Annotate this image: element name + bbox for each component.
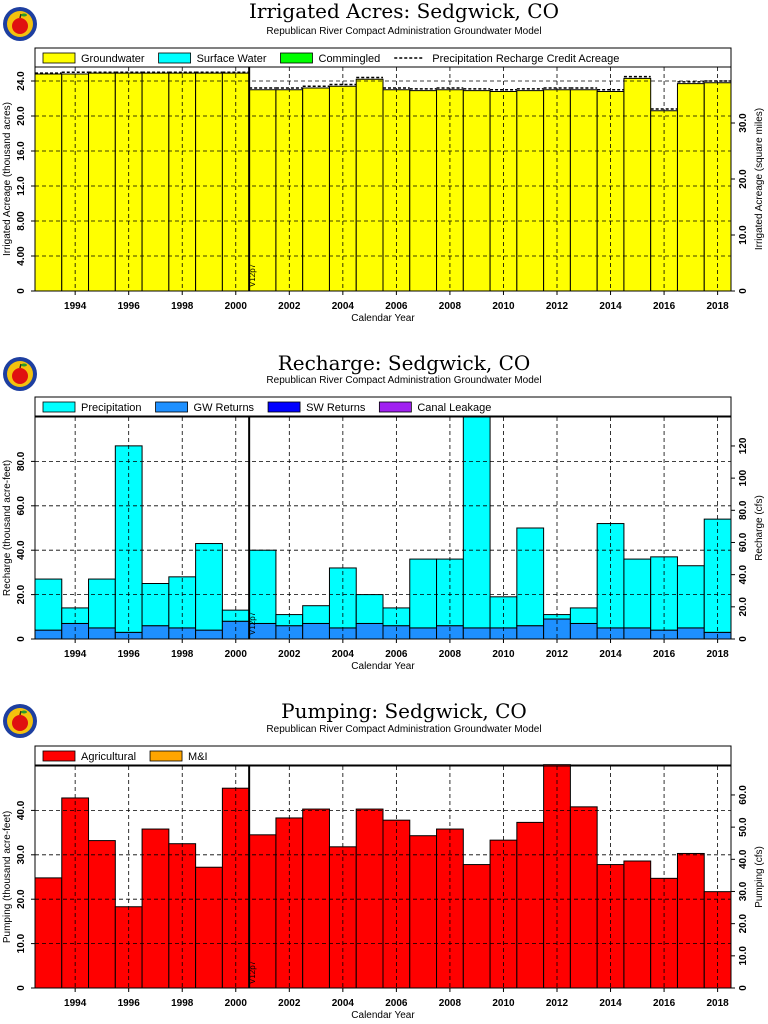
chart-subtitle: Republican River Compact Administration Groundwater Model (266, 26, 542, 37)
y2-tick-label: 60.0 (738, 532, 749, 553)
legend-label: GW Returns (193, 402, 255, 414)
x-axis-label: Calendar Year (351, 1010, 415, 1021)
bar-agricultural (570, 807, 597, 988)
bar-precipitation (35, 579, 62, 630)
y-tick-label: 12.0 (16, 176, 27, 196)
x-tick-label: 2014 (599, 301, 622, 312)
y-tick-label: 30.0 (16, 845, 27, 865)
chart-title: Irrigated Acres: Sedgwick, CO (249, 0, 559, 23)
bar-precipitation (142, 584, 169, 626)
x-tick-label: 2004 (331, 998, 354, 1009)
x-tick-label: 2002 (278, 301, 301, 312)
y2-axis-label: Recharge (cfs) (754, 495, 765, 561)
bar-groundwater (463, 91, 490, 291)
y2-tick-label: 30.0 (738, 881, 749, 902)
model-marker-label: V12p7 (248, 263, 258, 287)
apple-logo-icon (3, 7, 37, 41)
bar-precipitation (89, 579, 116, 628)
x-tick-label: 2010 (492, 301, 515, 312)
y2-tick-label: 30.0 (738, 113, 749, 133)
bar-gw-returns (624, 628, 651, 639)
y-tick-label: 0 (16, 985, 27, 991)
chart-title: Recharge: Sedgwick, CO (277, 351, 531, 375)
legend-swatch (150, 751, 182, 761)
bar-groundwater (597, 92, 624, 292)
bar-precipitation (570, 608, 597, 624)
x-tick-label: 2012 (545, 301, 569, 312)
y-axis-label: Recharge (thousand acre-feet) (2, 459, 13, 597)
y2-tick-label: 50.0 (738, 817, 749, 837)
bar-agricultural (35, 878, 62, 988)
x-tick-label: 1998 (171, 998, 194, 1009)
bar-groundwater (89, 73, 116, 291)
bar-precipitation (624, 559, 651, 628)
x-tick-label: 2004 (331, 301, 354, 312)
bar-gw-returns (89, 628, 116, 639)
x-tick-label: 2008 (438, 301, 462, 312)
chart-subtitle: Republican River Compact Administration Groundwater Model (266, 724, 542, 735)
logo-stem (20, 364, 21, 368)
bar-gw-returns (303, 623, 330, 639)
bar-agricultural (303, 809, 330, 988)
logo-apple (12, 368, 28, 384)
bar-groundwater (677, 84, 704, 291)
apple-logo-icon (3, 704, 37, 738)
bar-agricultural (517, 822, 544, 988)
bar-gw-returns (517, 626, 544, 639)
legend-swatch (156, 402, 188, 412)
y2-tick-label: 40.0 (738, 849, 749, 870)
bar-precipitation (329, 568, 356, 628)
legend-box (35, 746, 731, 765)
x-tick-label: 2018 (706, 301, 729, 312)
logo-leaf (21, 364, 27, 367)
bar-groundwater (142, 73, 169, 291)
bar-precipitation (517, 528, 544, 626)
bar-groundwater (303, 88, 330, 291)
bar-gw-returns (196, 630, 223, 639)
x-tick-label: 2006 (385, 998, 408, 1009)
legend-label: SW Returns (306, 402, 366, 414)
y-tick-label: 8.00 (16, 211, 27, 231)
bar-agricultural (624, 861, 651, 988)
y-tick-label: 40.0 (16, 800, 27, 821)
logo-leaf (21, 711, 27, 714)
y-tick-label: 20.0 (16, 584, 27, 605)
x-tick-label: 2014 (599, 998, 622, 1009)
bar-gw-returns (410, 628, 437, 639)
legend-label: Commingled (318, 53, 381, 65)
y2-tick-label: 100 (738, 469, 749, 487)
y2-tick-label: 0 (738, 636, 749, 642)
x-tick-label: 2004 (331, 649, 354, 660)
bar-precipitation (196, 544, 223, 631)
legend-swatch (43, 751, 75, 761)
x-tick-label: 2012 (545, 649, 569, 660)
model-marker-label: V12p7 (248, 611, 258, 635)
bar-groundwater (356, 79, 383, 291)
bar-agricultural (115, 907, 142, 988)
bar-groundwater (570, 90, 597, 291)
legend-swatch (268, 402, 300, 412)
bar-agricultural (410, 836, 437, 988)
y-tick-label: 16.0 (16, 141, 27, 161)
logo-leaf (21, 14, 27, 17)
bar-groundwater (249, 90, 276, 291)
x-tick-label: 1994 (64, 649, 87, 660)
y-tick-label: 24.0 (16, 71, 27, 91)
bar-groundwater (196, 73, 223, 291)
y2-axis-label: Irrigated Acreage (square miles) (754, 107, 765, 251)
model-marker-label: V12p7 (248, 960, 258, 984)
x-axis-label: Calendar Year (351, 661, 415, 672)
chart-subtitle: Republican River Compact Administration Groundwater Model (266, 375, 542, 386)
x-tick-label: 1996 (117, 998, 140, 1009)
y2-tick-label: 60.0 (738, 785, 749, 805)
bar-groundwater (624, 78, 651, 291)
x-tick-label: 2010 (492, 998, 515, 1009)
bar-groundwater (517, 91, 544, 291)
bar-gw-returns (356, 623, 383, 639)
y2-tick-label: 10.0 (738, 225, 749, 245)
x-axis-label: Calendar Year (351, 313, 415, 324)
bar-gw-returns (463, 628, 490, 639)
logo-stem (20, 711, 21, 715)
legend-label: Agricultural (81, 751, 137, 763)
bar-precipitation (303, 606, 330, 624)
x-tick-label: 2010 (492, 649, 515, 660)
legend-swatch (379, 402, 411, 412)
y2-tick-label: 80.0 (738, 500, 749, 521)
bar-gw-returns (142, 626, 169, 639)
legend-label: Canal Leakage (417, 402, 492, 414)
chart-panel-2 (2, 351, 765, 672)
x-tick-label: 2006 (385, 649, 408, 660)
x-tick-label: 2012 (545, 998, 569, 1009)
logo-apple (12, 715, 28, 731)
y2-tick-label: 20.0 (738, 913, 749, 934)
x-tick-label: 2002 (278, 649, 301, 660)
y2-tick-label: 20.0 (738, 169, 749, 189)
bar-groundwater (490, 92, 517, 292)
x-tick-label: 1996 (117, 301, 140, 312)
y2-tick-label: 20.0 (738, 597, 749, 617)
apple-logo-icon (3, 357, 37, 391)
bar-agricultural (142, 829, 169, 988)
y-tick-label: 0 (16, 636, 27, 642)
y-tick-label: 80.0 (16, 451, 27, 472)
x-tick-label: 2018 (706, 998, 729, 1009)
x-tick-label: 1996 (117, 649, 140, 660)
chart-title: Pumping: Sedgwick, CO (281, 699, 527, 723)
y2-axis-label: Pumping (cfs) (754, 846, 765, 908)
x-tick-label: 2018 (706, 649, 729, 660)
y-tick-label: 40.0 (16, 540, 27, 560)
x-tick-label: 1994 (64, 301, 87, 312)
y-axis-label: Pumping (thousand acre-feet) (2, 810, 13, 944)
bar-groundwater (410, 91, 437, 291)
y-tick-label: 20.0 (16, 889, 27, 909)
legend-swatch (43, 402, 75, 412)
y2-tick-label: 0 (738, 288, 749, 294)
bar-agricultural (463, 865, 490, 988)
bar-gw-returns (677, 628, 704, 639)
legend-label: Precipitation Recharge Credit Acreage (432, 53, 620, 65)
bar-precipitation (463, 417, 490, 628)
y-tick-label: 10.0 (16, 933, 27, 954)
y2-tick-label: 40.0 (738, 564, 749, 585)
x-tick-label: 2016 (652, 649, 676, 660)
bar-gw-returns (35, 630, 62, 639)
bar-precipitation (356, 595, 383, 624)
x-tick-label: 2000 (224, 301, 247, 312)
bar-agricultural (89, 841, 116, 988)
x-tick-label: 2000 (224, 998, 247, 1009)
logo-stem (20, 14, 21, 18)
x-tick-label: 2008 (438, 649, 462, 660)
y-tick-label: 0 (16, 288, 27, 294)
x-tick-label: 2016 (652, 301, 676, 312)
legend-swatch (43, 53, 75, 63)
y-tick-label: 20.0 (16, 106, 27, 126)
chart-panel-1 (2, 0, 765, 324)
bar-agricultural (677, 853, 704, 988)
bar-agricultural (544, 765, 571, 988)
x-tick-label: 2016 (652, 998, 676, 1009)
x-tick-label: 1994 (64, 998, 87, 1009)
legend-swatch (281, 53, 313, 63)
y-axis-label: Irrigated Acreage (thousand acres) (2, 102, 13, 256)
x-tick-label: 2006 (385, 301, 408, 312)
y2-tick-label: 0 (738, 985, 749, 991)
bar-agricultural (196, 867, 223, 988)
legend-label: Precipitation (81, 402, 142, 414)
y2-tick-label: 120 (738, 437, 749, 455)
bar-gw-returns (570, 623, 597, 639)
y-tick-label: 60.0 (16, 496, 27, 516)
legend-label: Surface Water (196, 53, 267, 65)
legend-label: Groundwater (81, 53, 145, 65)
x-tick-label: 2008 (438, 998, 462, 1009)
chart-panel-3 (2, 699, 765, 1021)
bar-precipitation (677, 566, 704, 628)
y2-tick-label: 10.0 (738, 946, 749, 966)
legend-label: M&I (188, 751, 208, 763)
bar-precipitation (410, 559, 437, 628)
x-tick-label: 2002 (278, 998, 301, 1009)
legend-swatch (159, 53, 191, 63)
bar-groundwater (35, 74, 62, 291)
x-tick-label: 2014 (599, 649, 622, 660)
x-tick-label: 1998 (171, 301, 194, 312)
y-tick-label: 4.00 (16, 246, 27, 266)
logo-apple (12, 18, 28, 34)
bar-agricultural (356, 809, 383, 988)
x-tick-label: 2000 (224, 649, 247, 660)
x-tick-label: 1998 (171, 649, 194, 660)
